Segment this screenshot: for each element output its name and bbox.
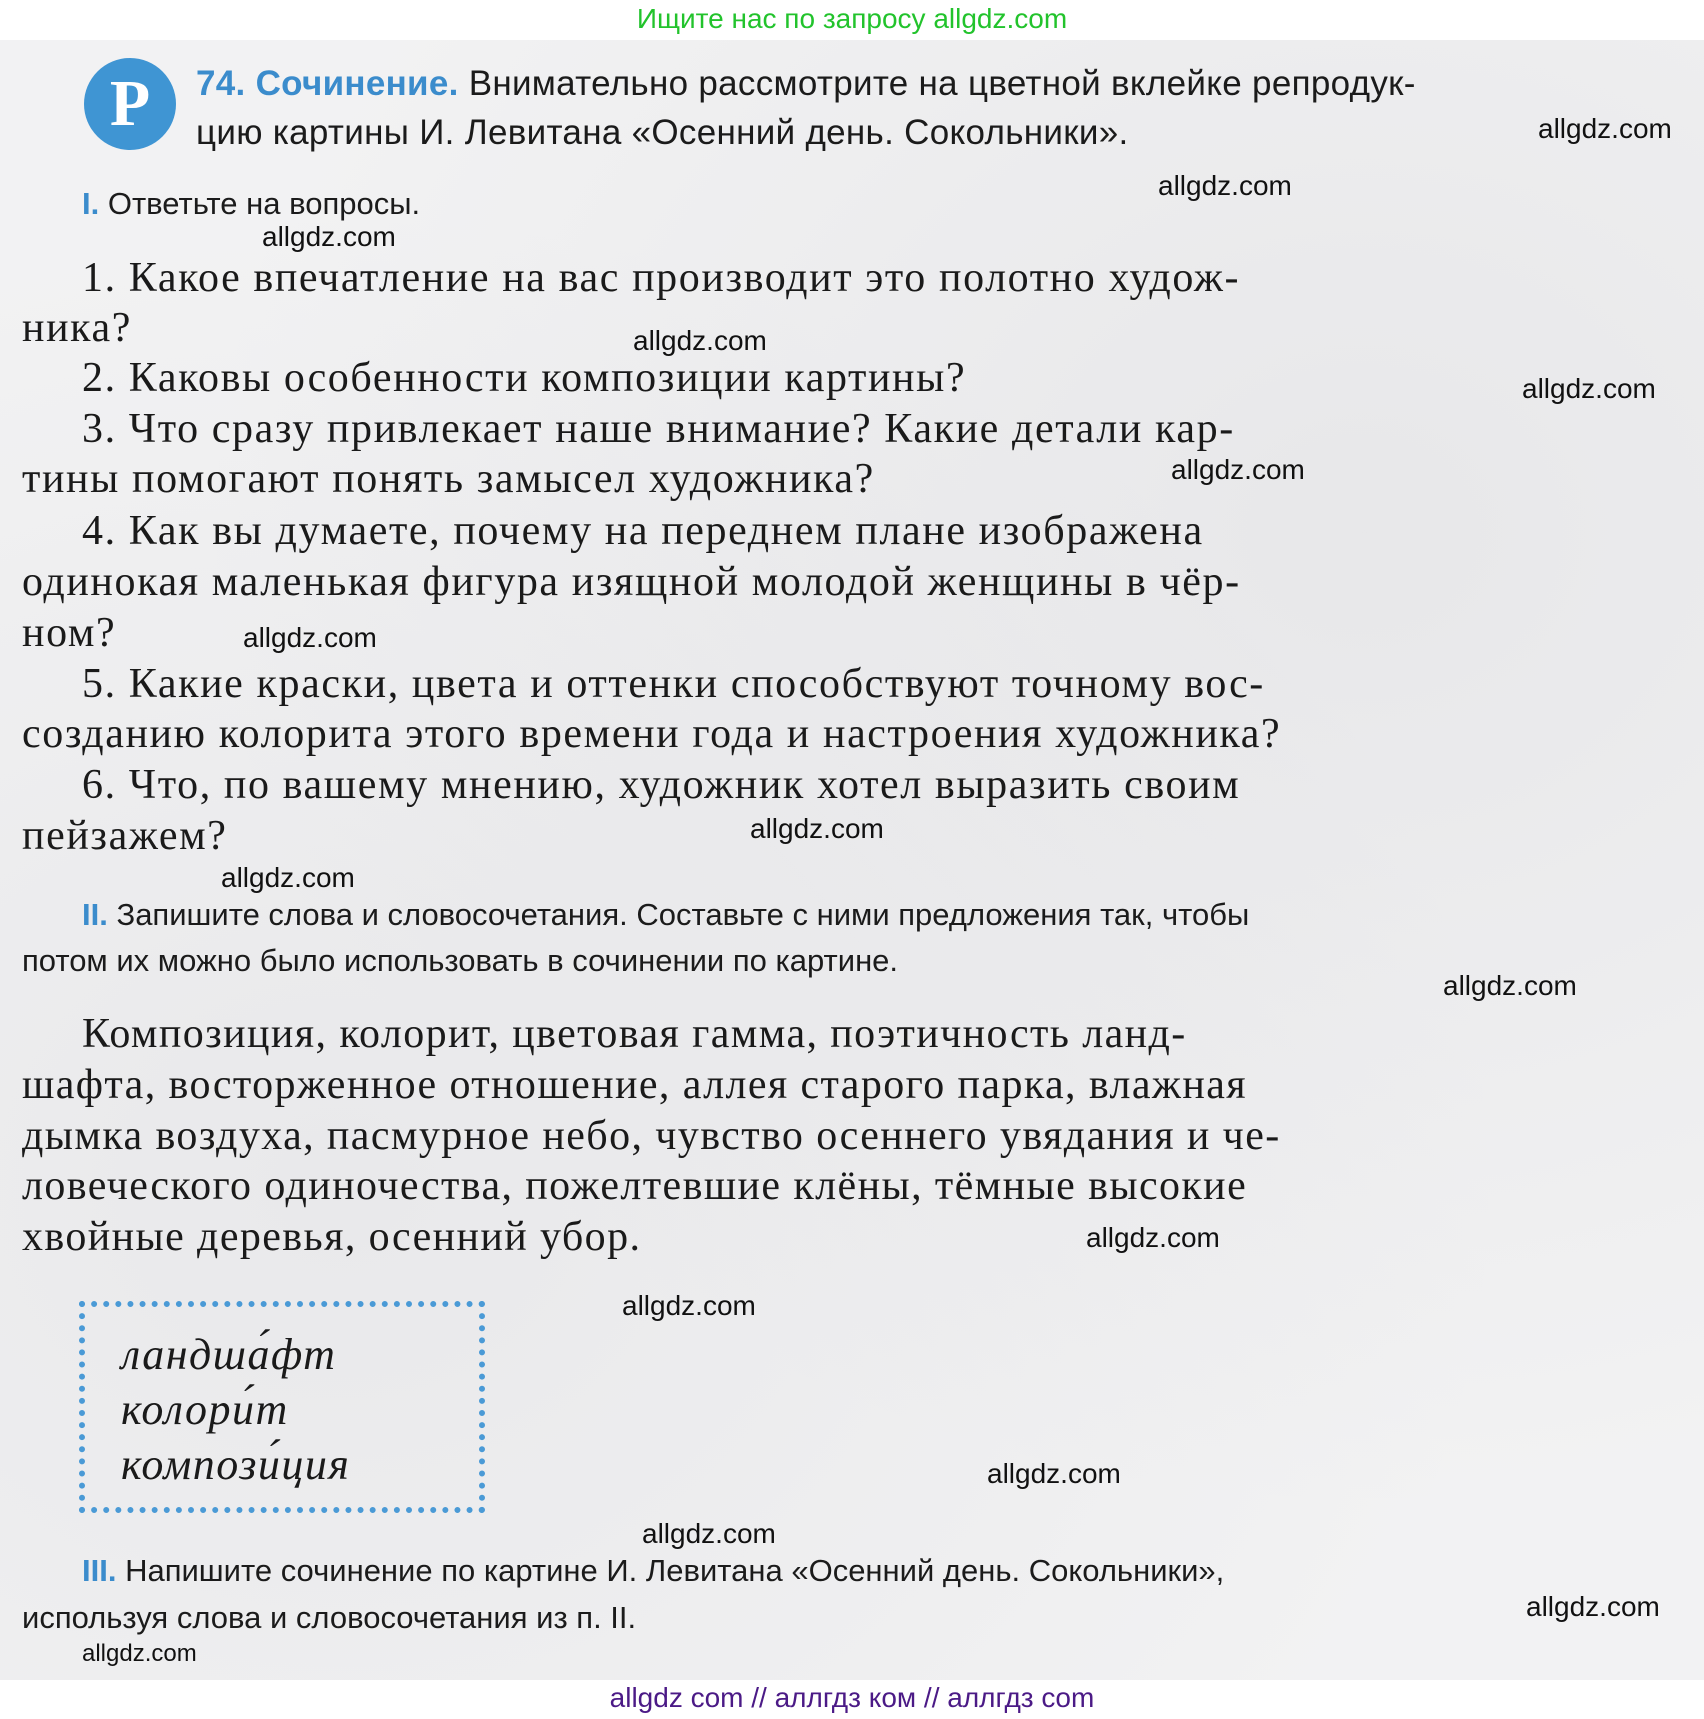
question-6-line2: пейзажем? bbox=[22, 813, 228, 859]
watermark: allgdz.com bbox=[1171, 454, 1305, 485]
watermark: allgdz.com bbox=[221, 862, 355, 893]
watermark: allgdz.com bbox=[262, 221, 396, 252]
watermark: allgdz.com bbox=[1522, 373, 1656, 404]
section3-task-line2: используя слова и словосочетания из п. II. bbox=[22, 1600, 637, 1635]
question-5-line1: 5. Какие краски, цвета и оттенки способствуют точному вос- bbox=[82, 661, 1265, 707]
exercise-badge bbox=[84, 58, 176, 150]
watermark: allgdz.com bbox=[1086, 1222, 1220, 1253]
exercise-intro-line2: цию картины И. Левитана «Осенний день. Сокольники». bbox=[196, 113, 1129, 152]
watermark: allgdz.com bbox=[1538, 113, 1672, 144]
watermark: allgdz.com bbox=[642, 1518, 776, 1549]
watermark: allgdz.com bbox=[622, 1290, 756, 1321]
watermark: allgdz.com bbox=[750, 813, 884, 844]
question-4-line1: 4. Как вы думаете, почему на переднем плане изображена bbox=[82, 508, 1204, 554]
watermark: allgdz.com bbox=[1158, 170, 1292, 201]
vocab-word-coloring: колори́т bbox=[121, 1385, 289, 1434]
words-line-5: хвойные деревья, осенний убор. bbox=[22, 1214, 642, 1260]
question-4-line3: ном? bbox=[22, 610, 117, 656]
question-3-line1: 3. Что сразу привлекает наше внимание? Какие детали кар- bbox=[82, 406, 1235, 452]
section3-heading bbox=[82, 1553, 1224, 1589]
exercise-number-title: 74. Сочинение. bbox=[196, 64, 459, 103]
watermark: allgdz.com bbox=[82, 1640, 197, 1667]
watermark: allgdz.com bbox=[1526, 1591, 1660, 1622]
exercise-intro-text: Внимательно рассмотрите на цветной вклейке репродук- bbox=[468, 64, 1416, 103]
words-line-1: Композиция, колорит, цветовая гамма, поэтичность ланд- bbox=[82, 1011, 1187, 1057]
section1-heading bbox=[82, 186, 420, 222]
section1-roman: I. bbox=[82, 186, 100, 221]
watermark: allgdz.com bbox=[243, 622, 377, 653]
section3-roman: III. bbox=[82, 1553, 117, 1588]
section1-title: Ответьте на вопросы. bbox=[107, 186, 421, 221]
words-line-2: шафта, восторженное отношение, аллея старого парка, влажная bbox=[22, 1062, 1247, 1108]
exercise-intro-line1 bbox=[196, 64, 1416, 104]
section2-task-line2: потом их можно было использовать в сочинении по картине. bbox=[22, 943, 899, 978]
badge-letter: Р bbox=[109, 67, 151, 140]
watermark: allgdz.com bbox=[633, 325, 767, 356]
question-5-line2: созданию колорита этого времени года и настроения художника? bbox=[22, 711, 1282, 757]
section2-heading bbox=[82, 897, 1249, 933]
vocab-word-landscape: ландша́фт bbox=[121, 1330, 337, 1379]
question-2: 2. Каковы особенности композиции картины? bbox=[82, 355, 967, 401]
question-3-line2: тины помогают понять замысел художника? bbox=[22, 456, 875, 502]
watermark: allgdz.com bbox=[1443, 970, 1577, 1001]
section2-task-line1: Запишите слова и словосочетания. Составьте с ними предложения так, чтобы bbox=[116, 897, 1250, 932]
vocabulary-box bbox=[79, 1301, 485, 1513]
watermark: allgdz.com bbox=[987, 1458, 1121, 1489]
question-1-line2: ника? bbox=[22, 305, 133, 351]
question-4-line2: одинокая маленькая фигура изящной молодой женщины в чёр- bbox=[22, 559, 1241, 605]
question-6-line1: 6. Что, по вашему мнению, художник хотел выразить своим bbox=[82, 762, 1241, 808]
words-line-3: дымка воздуха, пасмурное небо, чувство осеннего увядания и че- bbox=[22, 1113, 1281, 1159]
footer-banner: allgdz com // аллгдз ком // аллгдз com bbox=[609, 1682, 1095, 1713]
words-line-4: ловеческого одиночества, пожелтевшие клёны, тёмные высокие bbox=[22, 1163, 1248, 1209]
question-1-line1: 1. Какое впечатление на вас производит это полотно худож- bbox=[82, 255, 1241, 301]
section2-roman: II. bbox=[82, 897, 108, 932]
section3-task-line1: Напишите сочинение по картине И. Левитана «Осенний день. Сокольники», bbox=[125, 1553, 1225, 1588]
vocab-word-composition: компози́ция bbox=[121, 1440, 351, 1489]
search-banner: Ищите нас по запросу allgdz.com bbox=[636, 3, 1068, 34]
